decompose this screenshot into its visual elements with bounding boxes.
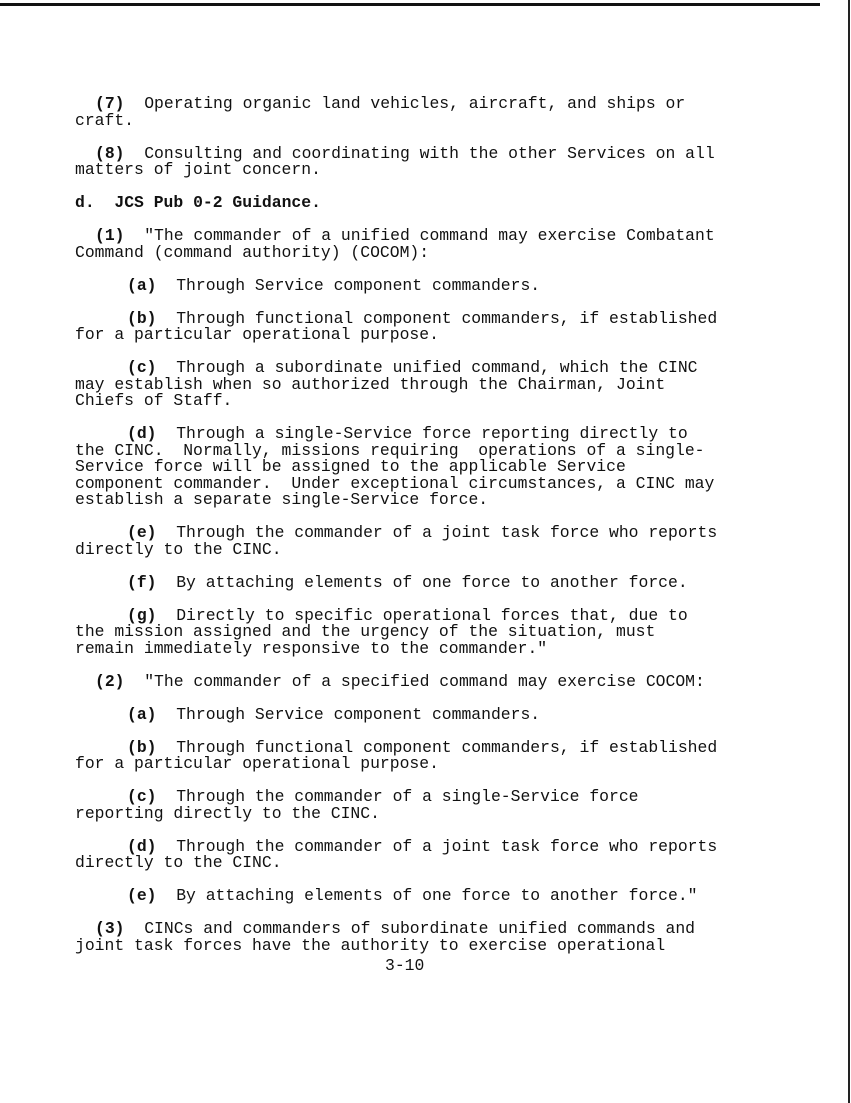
- text-line: [75, 393, 755, 410]
- line-text: Through functional component commanders, if established: [176, 737, 718, 757]
- line-text: CINCs and commanders of subordinate unified commands and: [144, 919, 696, 938]
- line-text: Through a subordinate unified command, which the CINC: [176, 358, 698, 377]
- line-text: Operating organic land vehicles, aircraft, and ships or: [144, 94, 686, 113]
- line-text: Through the commander of a single-Service force: [176, 787, 639, 806]
- paragraph: [75, 426, 755, 509]
- line-text: Through the commander of a joint task force who reports: [176, 523, 718, 542]
- line-text: for a particular operational purpose.: [75, 325, 439, 344]
- text-line: [75, 855, 755, 872]
- text-line: [75, 539, 755, 559]
- text-line: [75, 195, 755, 212]
- paragraph: [75, 888, 755, 905]
- paragraph-number: (d): [127, 836, 157, 856]
- line-text: Through Service component commanders.: [176, 275, 541, 295]
- line-text: directly to the CINC.: [75, 539, 282, 559]
- paragraph: [75, 921, 755, 954]
- paragraph-number: (f): [127, 572, 157, 592]
- paragraph: [75, 228, 755, 261]
- paragraph-number: d.: [75, 193, 95, 212]
- line-text: By attaching elements of one force to another force.: [176, 572, 688, 592]
- text-line: [75, 492, 755, 509]
- paragraph: [75, 789, 755, 822]
- paragraph: [75, 836, 755, 872]
- paragraph-number: (8): [95, 143, 125, 163]
- line-text: "The commander of a unified command may exercise Combatant: [144, 226, 715, 245]
- line-text: directly to the CINC.: [75, 853, 282, 872]
- text-line: [75, 96, 755, 113]
- text-line: [75, 275, 755, 295]
- page-number: 3-10: [385, 956, 425, 975]
- section-heading: [75, 195, 755, 212]
- paragraph: [75, 671, 755, 691]
- line-text: component commander. Under exceptional circumstances, a CINC may: [75, 473, 715, 493]
- line-text: matters of joint concern.: [75, 160, 321, 179]
- paragraph-number: (c): [127, 358, 157, 377]
- line-text: By attaching elements of one force to another force.": [176, 886, 698, 905]
- right-border-line: [848, 0, 850, 1103]
- paragraph-number: (g): [127, 605, 157, 625]
- paragraph: [75, 525, 755, 558]
- line-text: JCS Pub 0-2 Guidance.: [114, 193, 321, 212]
- text-line: [75, 756, 755, 773]
- line-text: Directly to specific operational forces that, due to: [176, 605, 688, 625]
- line-text: Service force will be assigned to the applicable Service: [75, 457, 626, 476]
- paragraph: [75, 360, 755, 410]
- text-line: [75, 162, 755, 179]
- line-text: joint task forces have the authority to exercise operational: [75, 935, 666, 955]
- paragraph: [75, 275, 755, 295]
- paragraph-number: (e): [127, 886, 157, 905]
- paragraph: [75, 143, 755, 179]
- line-text: establish a separate single-Service force.: [75, 490, 489, 509]
- paragraph-number: (d): [127, 424, 157, 443]
- line-text: Chiefs of Staff.: [75, 391, 233, 410]
- paragraph-number: (2): [95, 671, 125, 691]
- line-text: the CINC. Normally, missions requiring operations of a single-: [75, 440, 705, 460]
- paragraph: [75, 605, 755, 658]
- paragraph-number: (a): [127, 275, 157, 295]
- paragraph-number: (b): [127, 737, 157, 757]
- line-text: craft.: [75, 110, 135, 130]
- paragraph: [75, 572, 755, 592]
- paragraph: [75, 96, 755, 129]
- text-line: [75, 638, 755, 658]
- text-line: [75, 671, 755, 691]
- line-text: reporting directly to the CINC.: [75, 803, 380, 823]
- paragraph-number: (c): [127, 787, 157, 806]
- text-line: [75, 888, 755, 905]
- line-text: for a particular operational purpose.: [75, 754, 439, 773]
- text-line: [75, 110, 755, 130]
- paragraph: [75, 308, 755, 344]
- paragraph: [75, 737, 755, 773]
- paragraph: [75, 704, 755, 724]
- paragraph-number: (a): [127, 704, 157, 724]
- line-text: the mission assigned and the urgency of the situation, must: [75, 622, 656, 641]
- line-text: "The commander of a specified command may exercise COCOM:: [144, 671, 705, 691]
- text-line: [75, 704, 755, 724]
- paragraph-number: (e): [127, 523, 157, 542]
- text-line: [75, 572, 755, 592]
- text-line: [75, 935, 755, 955]
- text-line: [75, 803, 755, 823]
- document-body: [75, 96, 755, 954]
- line-text: may establish when so authorized through the Chairman, Joint: [75, 374, 666, 394]
- line-text: Consulting and coordinating with the other Services on all: [144, 143, 715, 163]
- top-border-line: [0, 3, 820, 6]
- line-text: Through functional component commanders, if established: [176, 308, 718, 328]
- line-text: Command (command authority) (COCOM):: [75, 242, 430, 262]
- line-text: Through a single-Service force reporting directly to: [176, 424, 688, 443]
- line-text: Through Service component commanders.: [176, 704, 541, 724]
- text-line: [75, 327, 755, 344]
- paragraph-number: (b): [127, 308, 157, 328]
- text-line: [75, 242, 755, 262]
- line-text: Through the commander of a joint task force who reports: [176, 836, 718, 856]
- paragraph-number: (3): [95, 919, 125, 938]
- line-text: remain immediately responsive to the commander.": [75, 638, 548, 658]
- paragraph-number: (7): [95, 94, 125, 113]
- paragraph-number: (1): [95, 226, 125, 245]
